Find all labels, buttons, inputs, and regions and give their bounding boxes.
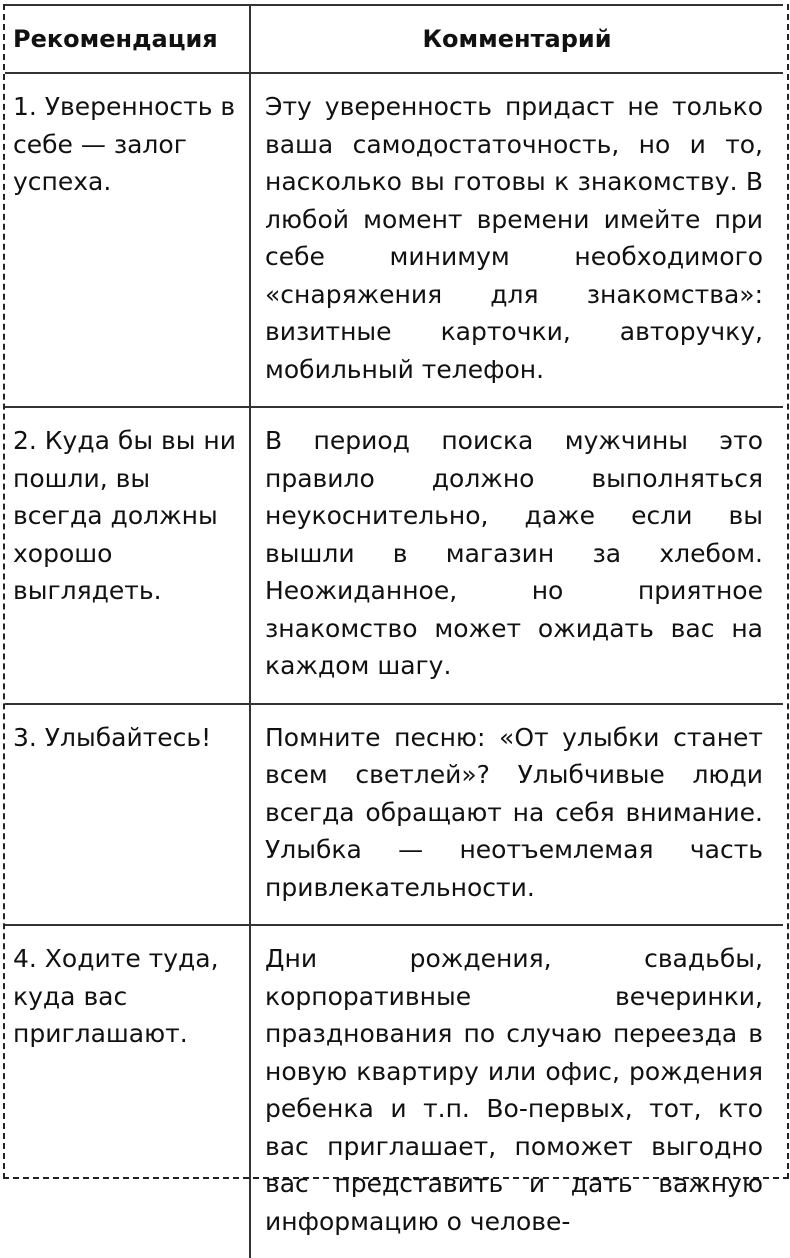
comment-cell: Помните песню: «От улыбки станет всем светлей»? Улыбчивые люди всегда обращают на себя внимание. Улыбка — неотъемлемая часть привлекательности. xyxy=(250,704,783,926)
recommendations-table xyxy=(5,4,783,1258)
comment-cell: В период поиска мужчины это правило должно выполняться неукоснительно, даже если вы вышли в магазин за хлебом. Неожиданное, но приятное знакомство может ожидать вас на каждом шагу. xyxy=(250,407,783,704)
table-row xyxy=(5,925,783,1258)
recommendation-cell: 1. Уверенность в себе — залог успеха. xyxy=(5,73,250,407)
recommendation-cell: 3. Улыбайтесь! xyxy=(5,704,250,926)
comment-cell: Эту уверенность придаст не только ваша самодостаточность, но и то, насколько вы готовы к знакомству. В любой момент времени имейте при себе минимум необходимого «снаряжения для знакомства»: визитные карточки, авторучку, мобильный телефон. xyxy=(250,73,783,407)
comment-cell: Дни рождения, свадьбы, корпоративные вечеринки, празднования по случаю переезда в новую квартиру или офис, рождения ребенка и т.п. Во-первых, тот, кто вас приглашает, поможет выгодно вас представить и дать важную информацию о челове- xyxy=(250,925,783,1258)
table-row xyxy=(5,704,783,926)
header-recommendation: Рекомендация xyxy=(5,5,250,73)
header-comment: Комментарий xyxy=(250,5,783,73)
recommendation-cell: 4. Ходите туда, куда вас приглашают. xyxy=(5,925,250,1258)
table-header-row xyxy=(5,5,783,73)
table-row xyxy=(5,407,783,704)
table-row xyxy=(5,73,783,407)
recommendation-cell: 2. Куда бы вы ни пошли, вы всегда должны хорошо выглядеть. xyxy=(5,407,250,704)
